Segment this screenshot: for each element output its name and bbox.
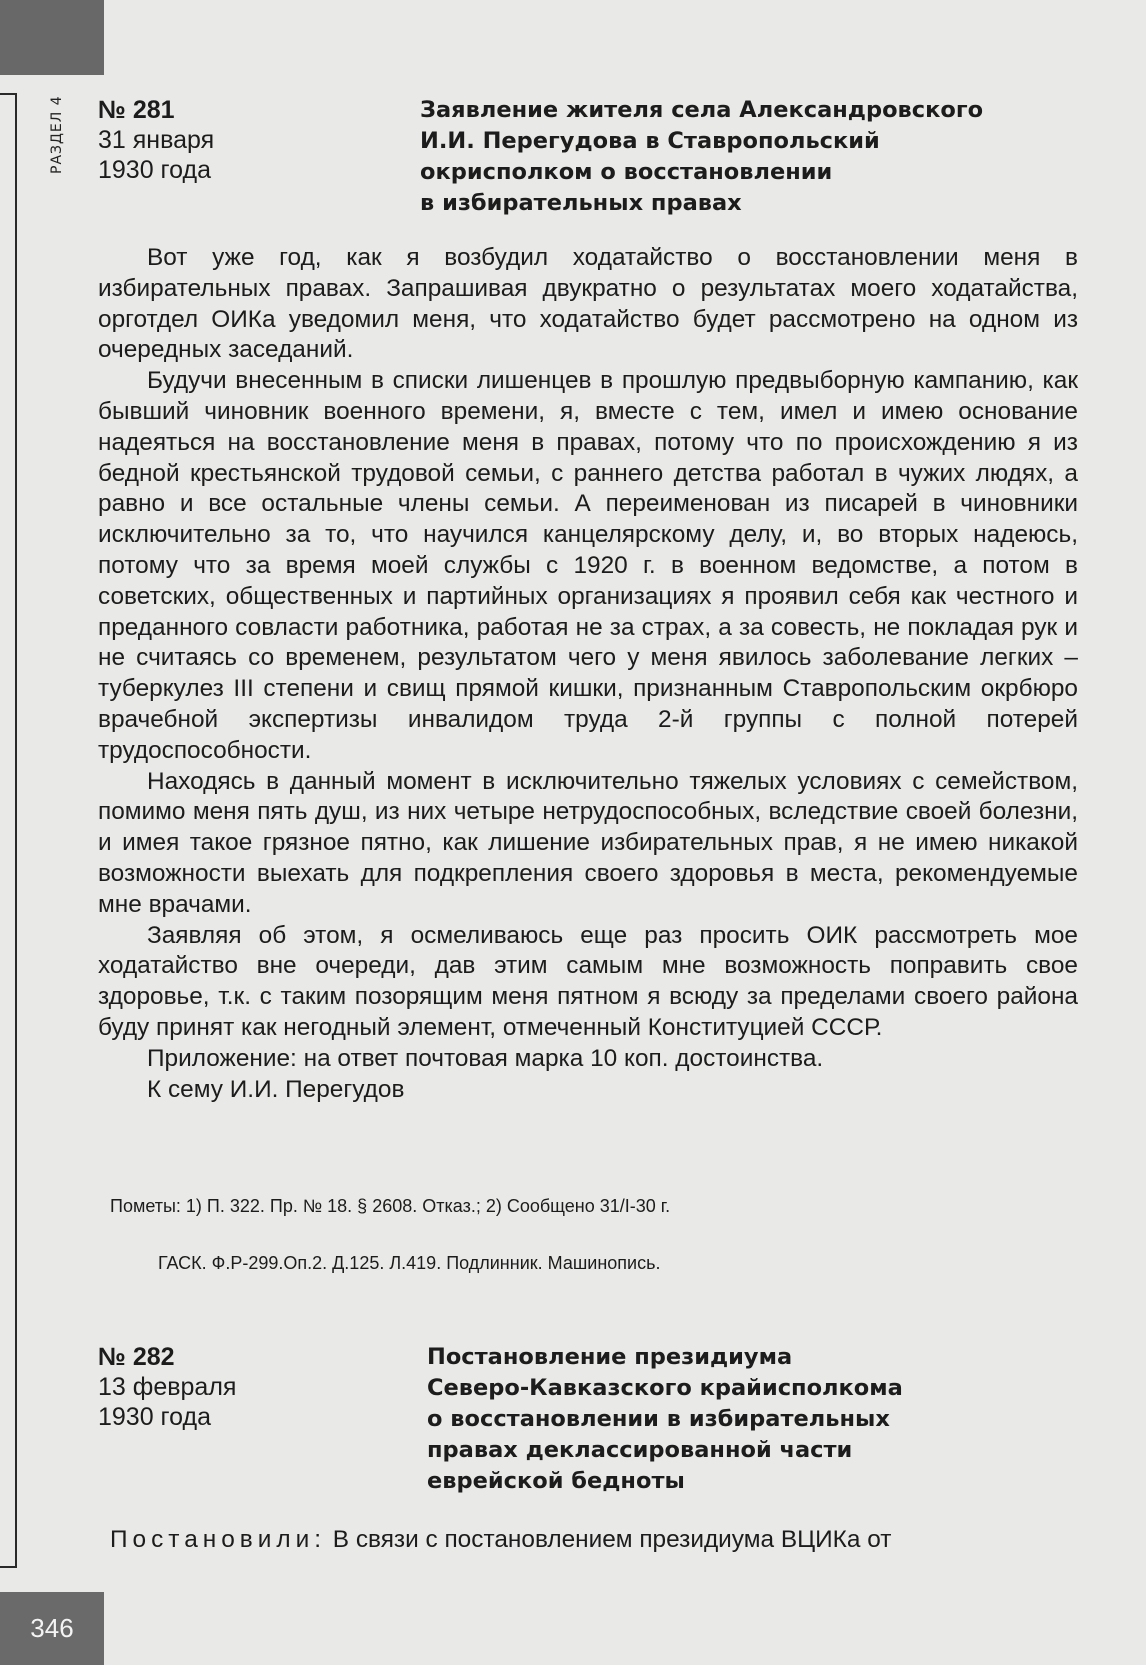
- body-paragraph: Будучи внесенным в списки лишенцев в прошлую предвыборную кампанию, как бывший чиновник военного времени, я, вместе с тем, имел и имею основание надеяться на восстановление меня в правах, потому что по происхождению я из бедной крестьянской трудовой семьи, с раннего детства работал в чужих людях, а равно и все остальные члены семьи. А переименован из писарей в чиновники исключительно за то, что научился канцелярскому делу, и, во вторых надеюсь, потому что за время моей службы с 1920 г. в военном ведомстве, а потом в советских, общественных и партийных организациях я проявил себя как честного и преданного совласти работника, работая не за страх, а за совесть, не покладая рук и не считаясь со временем, результатом чего у меня явилось заболевание легких – туберкулез III степени и свищ прямой кишки, признанным Ставропольским окрбюро врачебной экспертизы инвалидом труда 2-й группы с полной потерей трудоспособности.: [98, 367, 1078, 764]
- section-label: РАЗДЕЛ 4: [49, 95, 65, 174]
- title-line: Постановление президиума: [427, 1344, 793, 1370]
- document-date-day: 13 февраля: [98, 1373, 237, 1401]
- decree-label: Постановили:: [110, 1526, 327, 1553]
- body-paragraph: Заявляя об этом, я осмеливаюсь еще раз просить ОИК рассмотреть мое ходатайство вне очереди, дав этим самым мне возможность поправить свое здоровье, т.к. с таким позорящим меня пятном я всюду за пределами своего района буду принят как негодный элемент, отмеченный Конституцией СССР.: [98, 921, 1078, 1041]
- title-line: еврейской бедноты: [427, 1468, 685, 1494]
- decree-paragraph: [110, 1525, 1100, 1555]
- document-header-282: [98, 1342, 1088, 1494]
- title-line: в избирательных правах: [420, 190, 742, 216]
- body-paragraph: Находясь в данный момент в исключительно тяжелых условиях с семейством, помимо меня пять душ, из них четыре нетрудоспособных, вследствие своей болезни, и имея такое грязное пятно, как лишение избирательных прав, я не имею никакой возможности выехать для подкрепления своего здоровья в места, рекомендуемые мне врачами.: [98, 767, 1078, 918]
- document-meta: [98, 1342, 236, 1432]
- title-line: о восстановлении в избирательных: [427, 1406, 890, 1432]
- document-date-year: 1930 года: [98, 156, 211, 184]
- title-line: Заявление жителя села Александровского: [420, 97, 984, 123]
- document-number: № 281: [98, 96, 175, 124]
- signature-line: К сему И.И. Перегудов: [147, 1075, 405, 1103]
- document-date-year: 1930 года: [98, 1403, 211, 1431]
- title-line: правах деклассированной части: [427, 1437, 853, 1463]
- document-header-281: [98, 95, 1088, 215]
- document-title: [420, 95, 1100, 219]
- corner-block: [0, 0, 104, 75]
- title-line: окрисполком о восстановлении: [420, 159, 833, 185]
- remarks-note: Пометы: 1) П. 322. Пр. № 18. § 2608. Отказ.; 2) Сообщено 31/I-30 г.: [110, 1196, 671, 1216]
- document-title: [427, 1342, 1077, 1497]
- archive-reference: ГАСК. Ф.Р-299.Оп.2. Д.125. Л.419. Подлинник. Машинопись.: [158, 1253, 661, 1273]
- document-body: [98, 243, 1078, 1105]
- document-number: № 282: [98, 1343, 175, 1371]
- body-paragraph: Вот уже год, как я возбудил ходатайство о восстановлении меня в избирательных правах. Запрашивая двукратно о результатах моего ходатайства, орготдел ОИКа уведомил меня, что ходатайство будет рассмотрено на одном из очередных заседаний.: [98, 244, 1078, 364]
- document-date-day: 31 января: [98, 126, 215, 154]
- title-line: И.И. Перегудова в Ставропольский: [420, 128, 880, 154]
- decree-text: В связи с постановлением президиума ВЦИКа от: [326, 1526, 892, 1553]
- document-meta: [98, 95, 214, 185]
- section-bracket: [0, 93, 17, 1568]
- page-number: 346: [0, 1592, 104, 1665]
- title-line: Северо-Кавказского крайисполкома: [427, 1375, 903, 1401]
- attachment-note: Приложение: на ответ почтовая марка 10 коп. достоинства.: [147, 1044, 824, 1072]
